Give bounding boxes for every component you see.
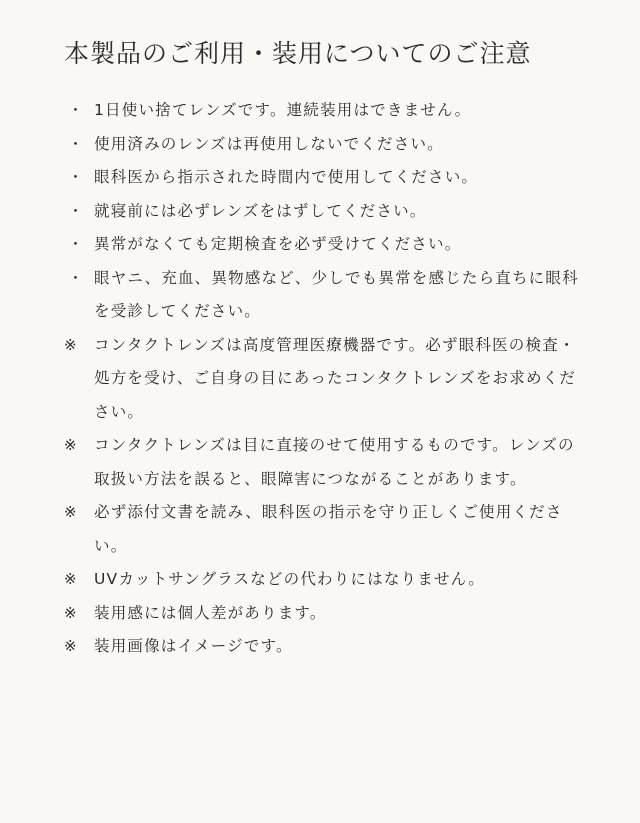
list-item <box>64 630 584 664</box>
reference-mark: ※ <box>64 335 78 354</box>
list-item <box>64 597 584 631</box>
page-title: 本製品のご利用・装用についてのご注意 <box>64 39 532 68</box>
note-text: コンタクトレンズは目に直接のせて使用するものです。レンズの取扱い方法を誤ると、眼障害につながることがあります。 <box>94 436 575 488</box>
reference-mark: ※ <box>64 603 78 622</box>
note-text: 装用感には個人差があります。 <box>94 603 327 622</box>
bullet-marker: ・ <box>68 268 85 287</box>
note-text: 就寝前には必ずレンズをはずしてください。 <box>94 201 427 220</box>
list-item <box>64 563 584 597</box>
list-item <box>64 329 584 430</box>
list-item <box>64 228 584 262</box>
note-text: 必ず添付文書を読み、眼科医の指示を守り正しくご使用ください。 <box>94 503 563 555</box>
list-item <box>64 429 584 496</box>
bullet-marker: ・ <box>68 168 85 186</box>
list-item <box>64 496 584 563</box>
note-text: 眼科医から指示された時間内で使用してください。 <box>94 168 479 186</box>
note-text: 1日使い捨てレンズです。連続装用はできません。 <box>94 101 472 119</box>
precautions-list <box>64 94 584 664</box>
note-text: コンタクトレンズは高度管理医療機器です。必ず眼科医の検査・処方を受け、ご自身の目にあったコンタクトレンズをお求めください。 <box>94 335 577 421</box>
bullet-marker: ・ <box>68 134 85 153</box>
reference-mark: ※ <box>64 436 78 454</box>
note-text: 装用画像はイメージです。 <box>94 637 293 655</box>
reference-mark: ※ <box>64 503 78 521</box>
list-item <box>64 128 584 162</box>
list-item <box>64 161 584 195</box>
reference-mark: ※ <box>64 570 78 588</box>
bullet-marker: ・ <box>68 235 85 253</box>
list-item <box>64 262 584 329</box>
bullet-marker: ・ <box>68 201 85 220</box>
note-text: UVカットサングラスなどの代わりにはなりません。 <box>94 570 485 588</box>
list-item <box>64 94 584 128</box>
bullet-marker: ・ <box>68 101 85 119</box>
note-text: 眼ヤニ、充血、異物感など、少しでも異常を感じたら直ちに眼科を受診してください。 <box>94 268 579 320</box>
note-text: 使用済みのレンズは再使用しないでください。 <box>94 134 444 153</box>
note-text: 異常がなくても定期検査を必ず受けてください。 <box>94 235 462 253</box>
list-item <box>64 195 584 229</box>
reference-mark: ※ <box>64 637 78 655</box>
